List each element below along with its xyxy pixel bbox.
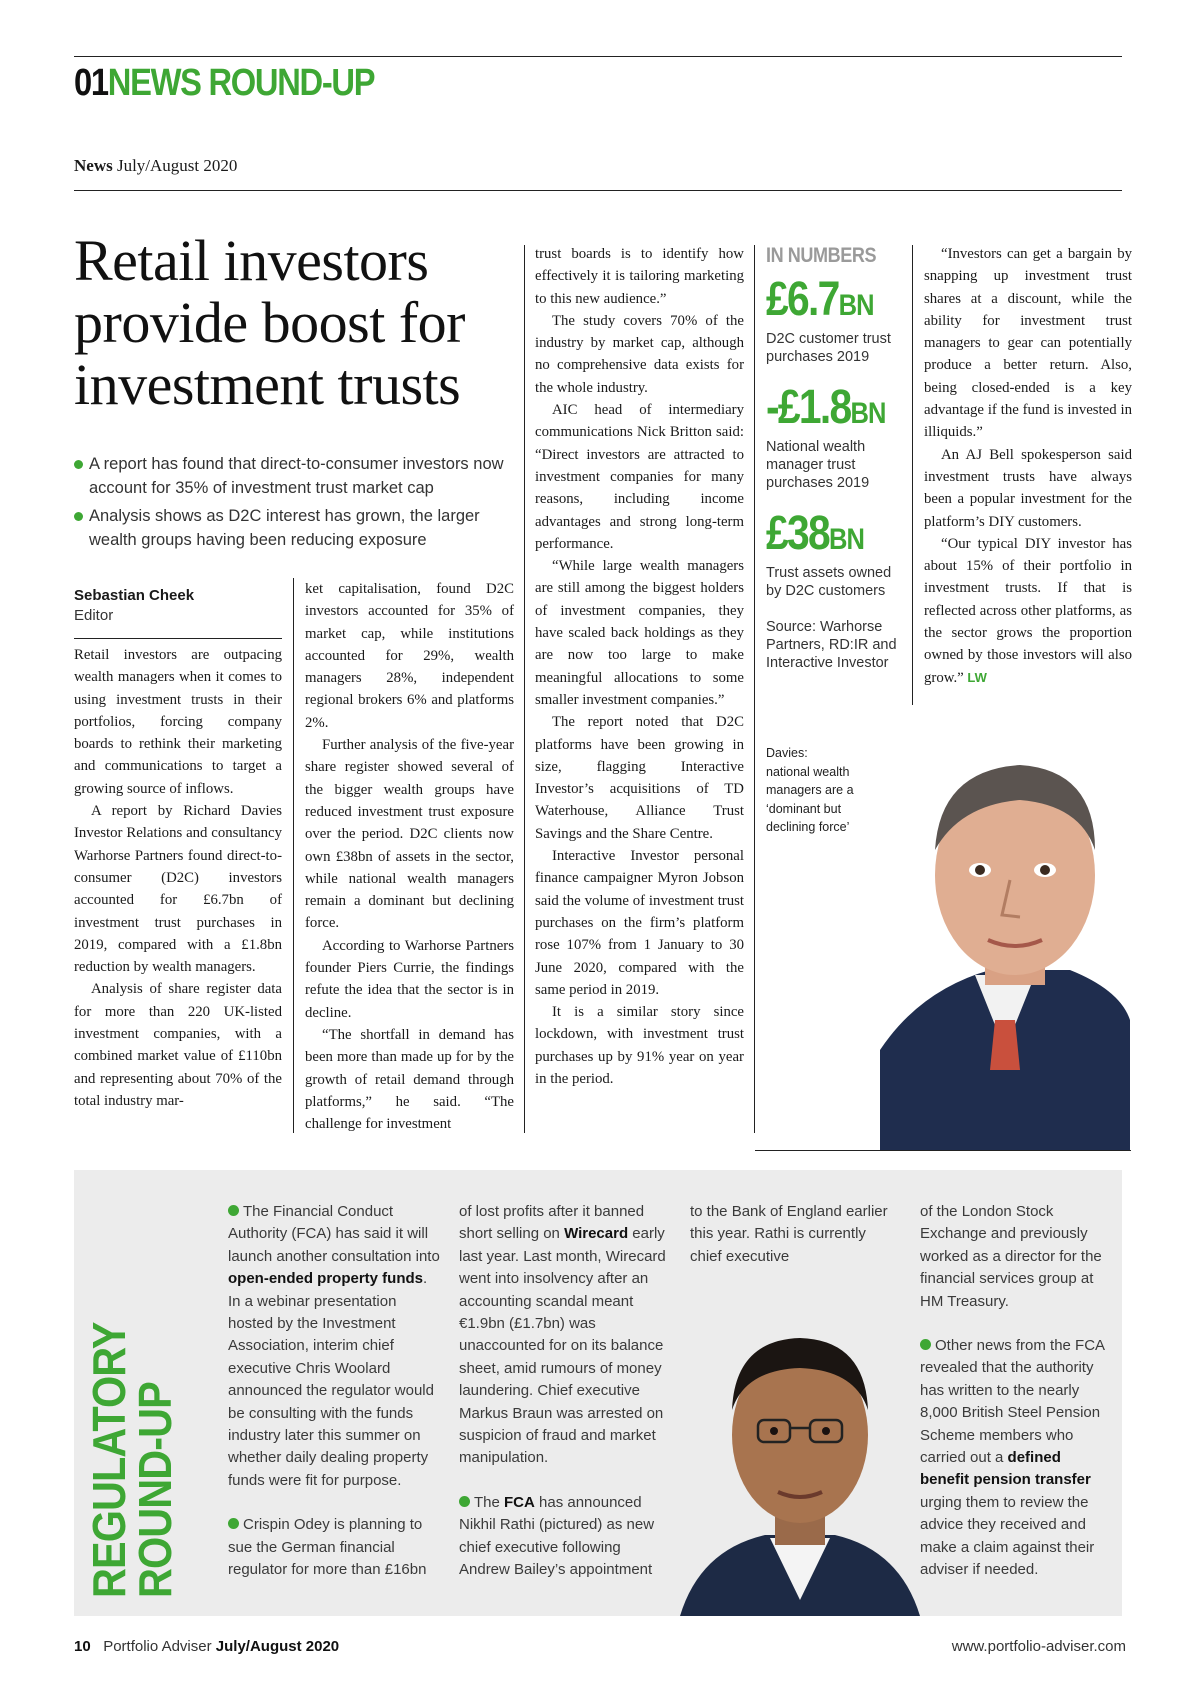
paragraph: Analysis of share register data for more than 220 UK-listed investment companies, with a combined market value of £110bn and representing about 70% of the total industry mar- xyxy=(74,981,282,1109)
paragraph: Interactive Investor personal finance campaigner Myron Jobson said the volume of investment trust purchases on the firm’s platform rose 107% from 1 January to 30 June 2020, compared with the same period in 2019. xyxy=(535,848,744,998)
in-numbers-heading: IN NUMBERS xyxy=(766,244,877,267)
column-divider xyxy=(754,245,755,1133)
article-column-5 xyxy=(924,243,1132,689)
footer-website-link[interactable]: www.portfolio-adviser.com xyxy=(951,1638,1126,1655)
header-rule xyxy=(74,190,1122,191)
article-headline: Retail investors provide boost for investment trusts xyxy=(74,228,465,417)
paragraph: ket capitalisation, found D2C investors accounted for 35% of market cap, while institutions accounted for 29%, wealth managers 28%, independent regional brokers 6% and platforms 2%. xyxy=(305,581,514,731)
article-column-2 xyxy=(305,578,514,1135)
portrait-photo-rathi xyxy=(670,1300,930,1616)
bullet-dot-icon xyxy=(74,460,83,469)
dateline-date: July/August 2020 xyxy=(116,156,238,175)
news-item: The FCA has announced Nikhil Rathi (pictured) as new chief executive following Andrew Bailey’s appointment xyxy=(459,1493,655,1579)
byline xyxy=(74,586,282,639)
bullet-dot-icon xyxy=(459,1496,470,1507)
stat-value: £6.7BN xyxy=(766,273,874,326)
stat-value: -£1.8BN xyxy=(766,381,886,434)
news-item: Crispin Odey is planning to sue the German financial regulator for more than £16bn xyxy=(228,1516,427,1579)
paragraph: Further analysis of the five-year share register showed several of the bigger wealth groups have reduced investment trust exposure over the period. D2C clients now own £38bn of assets in the sector, while national wealth managers remain a dominant but declining force. xyxy=(305,737,514,932)
news-item: to the Bank of England earlier this year. Rathi is currently chief executive xyxy=(690,1203,888,1265)
sign-off: LW xyxy=(967,669,987,685)
news-item: The Financial Conduct Authority (FCA) has said it will launch another consultation into open-ended property funds. In a webinar presentation hosted by the Investment Association, interim chief executive Chris Woolard announced the regulator would be consulting with the funds industry later this summer on whether daily dealing property funds were fit for purpose. xyxy=(228,1203,440,1489)
bullet-dot-icon xyxy=(228,1518,239,1529)
article-column-1 xyxy=(74,644,282,1112)
paragraph: A report by Richard Davies Investor Relations and consultancy Warhorse Partners found direct-to-consumer (D2C) investors accounted for £6.7bn of investment trust purchases in 2019, compared with a £1.8bn reduction by wealth managers. xyxy=(74,803,282,976)
stats-source: Source: Warhorse Partners, RD:IR and Interactive Investor xyxy=(766,619,897,671)
paragraph: AIC head of intermediary communications Nick Britton said: “Direct investors are attracted to investment companies for many reasons, including income advantages and strong long-term performance. xyxy=(535,402,744,552)
paragraph: An AJ Bell spokesperson said investment trusts have always been a popular investment for the platform’s DIY customers. xyxy=(924,446,1132,530)
article-column-3 xyxy=(535,243,744,1090)
author-name: Sebastian Cheek xyxy=(74,587,195,604)
paragraph: According to Warhorse Partners founder Piers Currie, the findings refute the idea that the sector is in decline. xyxy=(305,937,514,1021)
stat-caption: National wealth manager trust purchases 2019 xyxy=(766,439,870,491)
section-number: 01 xyxy=(74,62,108,104)
regulatory-column-1 xyxy=(228,1201,440,1604)
regulatory-column-3 xyxy=(690,1201,890,1290)
paragraph: “While large wealth managers are still among the biggest holders of investment companies, they have scaled back holdings as they are now too large to make meaningful allocations to some smaller investment companies.” xyxy=(535,558,744,708)
standfirst-bullet: A report has found that direct-to-consumer investors now account for 35% of investment trust market cap xyxy=(74,452,514,500)
bullet-dot-icon xyxy=(74,512,83,521)
paragraph: “Our typical DIY investor has about 15% of their portfolio in investment trusts. If that is reflected across other platforms, as the sector grows the proportion owned by those investors will also grow.” LW xyxy=(924,535,1132,686)
paragraph: Retail investors are outpacing wealth managers when it comes to using investment trusts in their portfolios, forcing company boards to rethink their marketing and communications to target a growing source of inflows. xyxy=(74,647,282,797)
paragraph: The study covers 70% of the industry by market cap, although no comprehensive data exists for the whole industry. xyxy=(535,312,744,396)
news-item: of lost profits after it banned short selling on Wirecard early last year. Last month, Wirecard went into insolvency after an accounting scandal meant €1.9bn (£1.7bn) was unaccounted for on its balance sheet, amid rumours of money laundering. Chief executive Markus Braun was arrested on suspicion of fraud and market manipulation. xyxy=(459,1203,666,1467)
footer-publication xyxy=(74,1638,339,1655)
paragraph: “Investors can get a bargain by snapping up investment trust shares at a discount, while the ability for investment trust managers to gear can potentially produce a better return. Also, being closed-ended is a key advantage if the fund is invested in illiquids.” xyxy=(924,246,1132,441)
photo-bottom-rule xyxy=(755,1150,1131,1151)
column-divider xyxy=(293,578,294,1133)
bullet-dot-icon xyxy=(920,1339,931,1350)
section-heading xyxy=(74,62,374,105)
issue-date: July/August 2020 xyxy=(215,1638,340,1655)
stat-value: £38BN xyxy=(766,507,865,560)
portrait-photo-davies xyxy=(880,720,1130,1150)
column-divider xyxy=(524,245,525,1133)
paragraph: It is a similar story since lockdown, with investment trust purchases up by 91% year on year in the period. xyxy=(535,1004,744,1087)
paragraph: The report noted that D2C platforms have been growing in size, flagging Interactive Investor’s acquisitions of TD Waterhouse, Alliance Trust Savings and the Share Centre. xyxy=(535,714,744,842)
photo-caption xyxy=(766,744,866,837)
in-numbers-panel xyxy=(766,244,908,834)
regulatory-roundup-title: REGULATORY ROUND-UP xyxy=(83,1322,181,1598)
publication-name: Portfolio Adviser xyxy=(103,1638,212,1655)
photo-caption-name: Davies: xyxy=(766,746,808,760)
paragraph: trust boards is to identify how effectively it is tailoring marketing to this new audience.” xyxy=(535,246,744,307)
regulatory-column-4 xyxy=(920,1201,1112,1604)
top-rule xyxy=(74,56,1122,57)
news-item: of the London Stock Exchange and previously worked as a director for the financial services group at HM Treasury. xyxy=(920,1203,1102,1310)
regulatory-column-2 xyxy=(459,1201,671,1604)
page-number: 10 xyxy=(74,1638,91,1655)
paragraph: “The shortfall in demand has been more than made up for by the growth of retail demand through platforms,” he said. “The challenge for investment xyxy=(305,1026,514,1133)
stat-caption: D2C customer trust purchases 2019 xyxy=(766,331,891,365)
dateline-label: News xyxy=(74,156,113,175)
standfirst-bullets xyxy=(74,452,514,556)
column-divider xyxy=(912,245,913,705)
photo-caption-text: national wealth managers are a ‘dominant but declining force’ xyxy=(766,764,854,834)
news-item: Other news from the FCA revealed that the authority has written to the nearly 8,000 British Steel Pension Scheme members who carried out a defined benefit pension transfer urging them to review the advice they received and make a claim against their adviser if needed. xyxy=(920,1337,1105,1579)
section-title: NEWS ROUND-UP xyxy=(107,62,375,104)
author-role: Editor xyxy=(74,607,114,624)
bullet-dot-icon xyxy=(228,1205,239,1216)
stat-caption: Trust assets owned by D2C customers xyxy=(766,565,892,599)
standfirst-bullet: Analysis shows as D2C interest has grown, the larger wealth groups having been reducing exposure xyxy=(74,504,514,552)
dateline xyxy=(74,156,237,176)
